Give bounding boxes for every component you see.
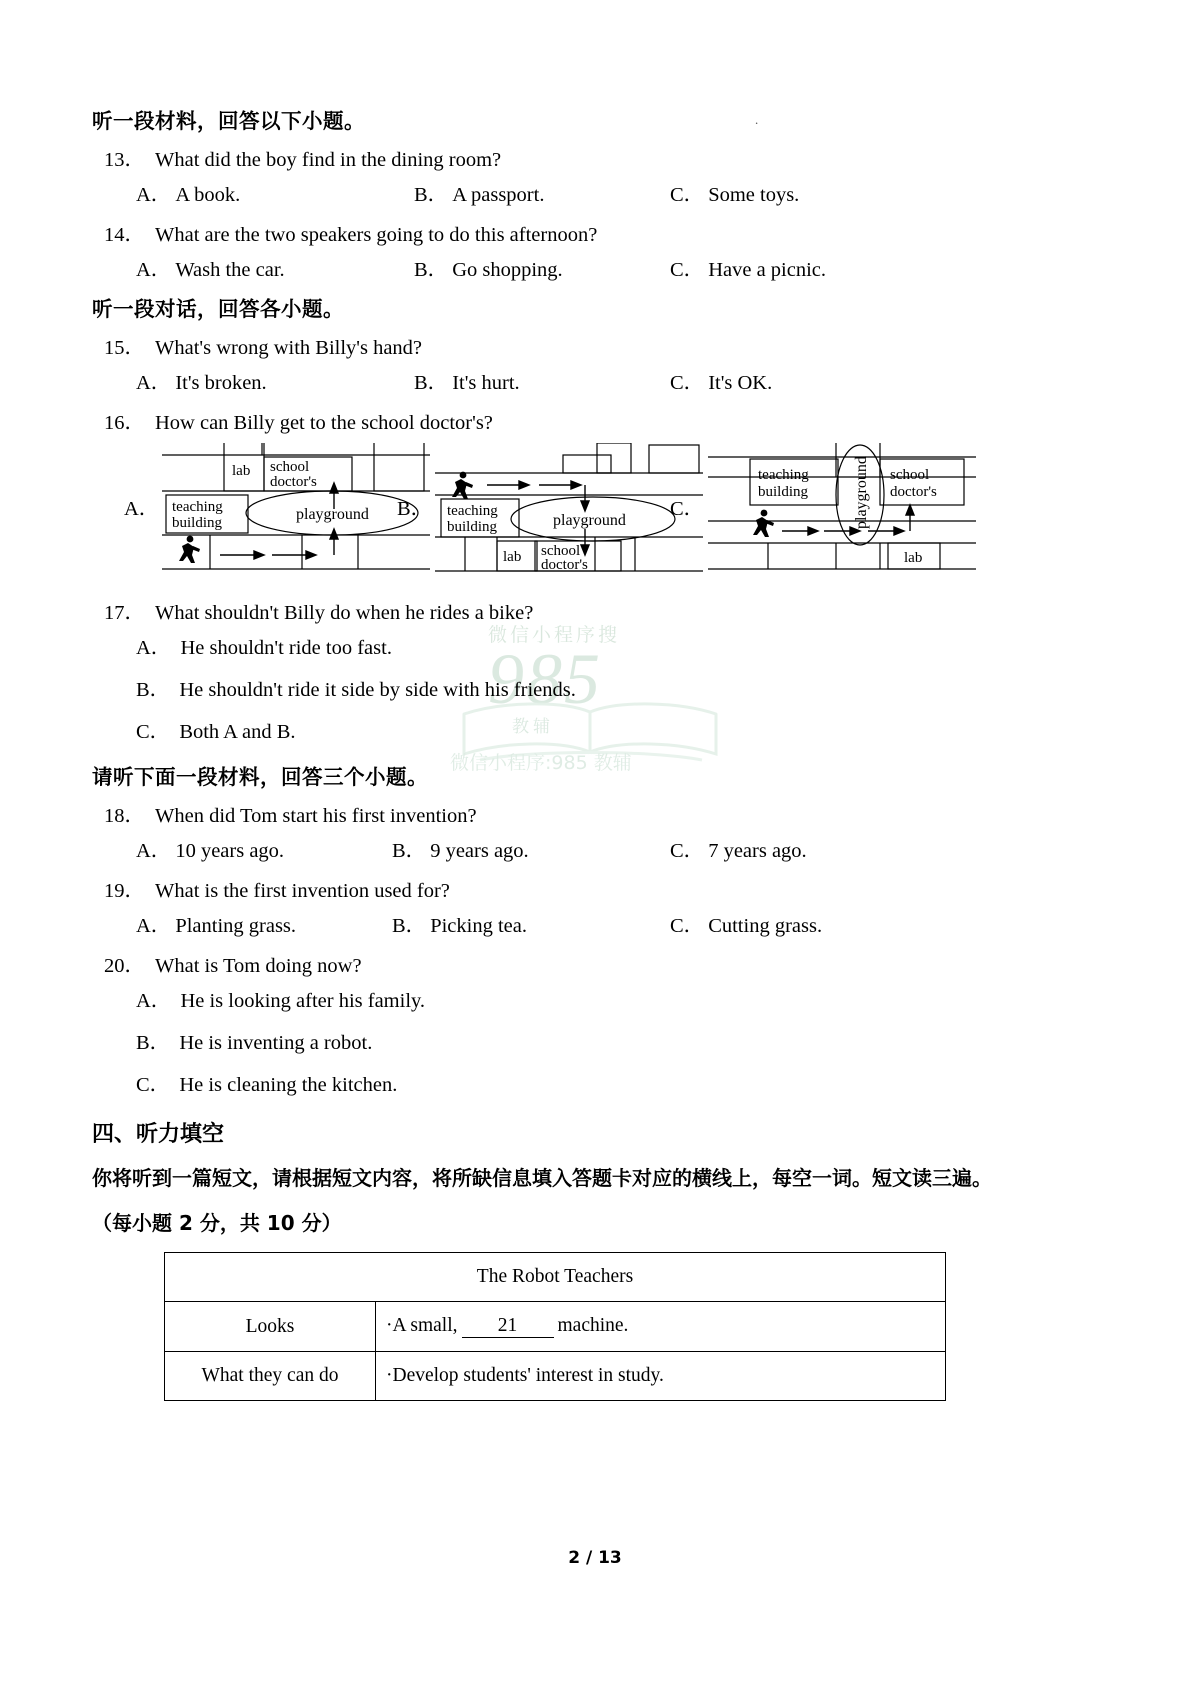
document-content bbox=[92, 104, 1102, 1401]
question-14 bbox=[92, 217, 1102, 247]
option-letter: B． bbox=[392, 915, 427, 937]
table-row bbox=[165, 1352, 946, 1401]
table-title-cell: The Robot Teachers bbox=[165, 1253, 946, 1302]
question-20-number: 20． bbox=[104, 955, 145, 977]
question-15 bbox=[92, 330, 1102, 360]
option-text: Picking tea. bbox=[430, 915, 527, 937]
svg-text:playground: playground bbox=[853, 456, 870, 529]
svg-text:doctor's: doctor's bbox=[541, 557, 588, 573]
question-20-option-b[interactable] bbox=[92, 1025, 1102, 1055]
svg-text:school: school bbox=[270, 459, 310, 475]
table-row-title bbox=[165, 1253, 946, 1302]
svg-text:teaching: teaching bbox=[758, 467, 809, 483]
question-18-option-a[interactable] bbox=[136, 833, 284, 863]
watermark-bottom-line: 微信小程序:985 教辅 bbox=[450, 752, 632, 774]
svg-text:lab: lab bbox=[232, 463, 251, 479]
option-letter: B． bbox=[414, 259, 449, 281]
option-text: Some toys. bbox=[708, 184, 800, 206]
question-14-option-b[interactable] bbox=[414, 252, 563, 282]
table-value-what-they-can-do: ·Develop students' interest in study. bbox=[376, 1352, 946, 1401]
svg-text:teaching: teaching bbox=[447, 503, 498, 519]
question-15-number: 15． bbox=[104, 337, 145, 359]
option-letter: A． bbox=[136, 259, 172, 281]
question-13-option-c[interactable] bbox=[670, 177, 799, 207]
svg-text:building: building bbox=[447, 519, 498, 535]
listening-fill-title: 四、听力填空 bbox=[92, 1122, 225, 1147]
question-16-map-options bbox=[92, 443, 1102, 583]
question-13-option-b[interactable] bbox=[414, 177, 544, 207]
question-13-text: What did the boy find in the dining room? bbox=[155, 149, 502, 171]
question-15-option-a[interactable] bbox=[136, 365, 267, 395]
option-text: He shouldn't ride it side by side with his friends. bbox=[179, 679, 576, 701]
option-text: Go shopping. bbox=[452, 259, 563, 281]
question-18-option-c[interactable] bbox=[670, 833, 807, 863]
question-19-options bbox=[92, 908, 1102, 948]
question-15-text: What's wrong with Billy's hand? bbox=[155, 337, 423, 359]
question-19-text: What is the first invention used for? bbox=[155, 880, 450, 902]
option-letter: A． bbox=[136, 990, 172, 1012]
option-letter: B． bbox=[414, 372, 449, 394]
watermark-number: 985 bbox=[488, 639, 602, 719]
question-13 bbox=[92, 142, 1102, 172]
option-text: 7 years ago. bbox=[708, 840, 807, 862]
question-17-text: What shouldn't Billy do when he rides a bike? bbox=[155, 602, 534, 624]
question-18 bbox=[92, 798, 1102, 828]
listening-fill-instruction: 你将听到一篇短文，请根据短文内容，将所缺信息填入答题卡对应的横线上，每空一词。短文读三遍。 bbox=[92, 1166, 992, 1190]
question-14-option-c[interactable] bbox=[670, 252, 826, 282]
table-value-looks bbox=[376, 1302, 946, 1352]
svg-text:building: building bbox=[758, 484, 809, 500]
option-text: Planting grass. bbox=[175, 915, 297, 937]
table-key-what-they-can-do: What they can do bbox=[165, 1352, 376, 1401]
option-text: He is inventing a robot. bbox=[179, 1032, 373, 1054]
option-text: Have a picnic. bbox=[708, 259, 827, 281]
svg-text:building: building bbox=[172, 515, 223, 531]
question-17-option-b[interactable] bbox=[92, 672, 1102, 702]
question-16-number: 16． bbox=[104, 412, 145, 434]
question-19-option-b[interactable] bbox=[392, 908, 527, 938]
option-text: A passport. bbox=[452, 184, 545, 206]
option-text: Cutting grass. bbox=[708, 915, 823, 937]
option-text: 10 years ago. bbox=[175, 840, 285, 862]
svg-text:teaching: teaching bbox=[172, 499, 223, 515]
option-text: A book. bbox=[175, 184, 241, 206]
question-17-number: 17． bbox=[104, 602, 145, 624]
question-14-text: What are the two speakers going to do this afternoon? bbox=[155, 224, 598, 246]
question-17-option-c[interactable] bbox=[92, 714, 1102, 744]
option-letter: B． bbox=[414, 184, 449, 206]
option-letter: C． bbox=[670, 184, 705, 206]
map-option-c[interactable] bbox=[670, 443, 970, 573]
option-text: He is cleaning the kitchen. bbox=[179, 1074, 398, 1096]
listening-fill-score-note: （每小题 2 分，共 10 分） bbox=[92, 1211, 342, 1235]
svg-text:playground: playground bbox=[553, 512, 626, 529]
question-16 bbox=[92, 405, 1102, 435]
map-option-b-diagram bbox=[435, 443, 703, 573]
svg-text:doctor's: doctor's bbox=[270, 474, 317, 490]
question-13-options bbox=[92, 177, 1102, 217]
table-key-looks: Looks bbox=[165, 1302, 376, 1352]
question-18-options bbox=[92, 833, 1102, 873]
option-text: It's broken. bbox=[175, 372, 267, 394]
watermark-sub-text: 教辅 bbox=[512, 717, 554, 737]
option-letter: C． bbox=[670, 840, 705, 862]
option-text: He is looking after his family. bbox=[180, 990, 426, 1012]
option-letter: B． bbox=[136, 679, 171, 701]
page-artifact-dot: . bbox=[755, 112, 759, 127]
map-option-c-diagram bbox=[708, 443, 976, 573]
option-text: He shouldn't ride too fast. bbox=[180, 637, 392, 659]
question-14-number: 14． bbox=[104, 224, 145, 246]
question-19 bbox=[92, 873, 1102, 903]
question-18-text: When did Tom start his first invention? bbox=[155, 805, 477, 827]
svg-text:lab: lab bbox=[503, 549, 522, 565]
map-option-c-letter: C． bbox=[670, 498, 705, 520]
option-letter: A． bbox=[136, 637, 172, 659]
option-letter: C． bbox=[670, 259, 705, 281]
watermark-top-text: 微信小程序搜 bbox=[488, 624, 621, 646]
section-heading-2: 听一段对话，回答各小题。 bbox=[92, 297, 344, 321]
map-option-a-letter: A． bbox=[124, 498, 160, 520]
map-option-a[interactable] bbox=[124, 443, 424, 573]
question-13-number: 13． bbox=[104, 149, 145, 171]
question-14-option-a[interactable] bbox=[136, 252, 285, 282]
option-text: 9 years ago. bbox=[430, 840, 529, 862]
section-heading-1: 听一段材料，回答以下小题。 bbox=[92, 109, 365, 133]
map-option-b[interactable] bbox=[397, 443, 697, 573]
value-text-after: machine. bbox=[557, 1315, 629, 1336]
question-20-option-c[interactable] bbox=[92, 1067, 1102, 1097]
option-letter: C． bbox=[136, 1074, 171, 1096]
page-footer: 2 / 13 bbox=[568, 1548, 622, 1568]
question-13-option-a[interactable] bbox=[136, 177, 240, 207]
question-19-option-c[interactable] bbox=[670, 908, 822, 938]
option-text: It's hurt. bbox=[452, 372, 520, 394]
svg-text:lab: lab bbox=[904, 550, 923, 566]
svg-text:school: school bbox=[541, 543, 581, 559]
question-20 bbox=[92, 948, 1102, 978]
svg-text:school: school bbox=[890, 467, 930, 483]
option-letter: C． bbox=[670, 372, 705, 394]
map-option-a-diagram bbox=[162, 443, 430, 573]
svg-text:doctor's: doctor's bbox=[890, 484, 937, 500]
question-15-options bbox=[92, 365, 1102, 405]
robot-teachers-table bbox=[164, 1252, 946, 1401]
svg-text:playground: playground bbox=[296, 506, 369, 523]
value-text-before: ·A small, bbox=[386, 1315, 458, 1336]
runner-icon bbox=[753, 510, 774, 537]
option-text: Both A and B. bbox=[179, 721, 296, 743]
option-letter: C． bbox=[136, 721, 171, 743]
runner-icon bbox=[179, 536, 200, 563]
map-option-b-letter: B． bbox=[397, 498, 432, 520]
question-16-text: How can Billy get to the school doctor's? bbox=[155, 412, 493, 434]
option-letter: C． bbox=[670, 915, 705, 937]
option-letter: A． bbox=[136, 840, 172, 862]
question-15-option-c[interactable] bbox=[670, 365, 772, 395]
question-18-option-b[interactable] bbox=[392, 833, 529, 863]
question-17-option-a[interactable] bbox=[92, 630, 1102, 660]
option-letter: B． bbox=[392, 840, 427, 862]
option-letter: A． bbox=[136, 915, 172, 937]
question-20-text: What is Tom doing now? bbox=[155, 955, 362, 977]
answer-blank-21[interactable]: 21 bbox=[462, 1315, 554, 1338]
option-letter: A． bbox=[136, 184, 172, 206]
question-17 bbox=[92, 595, 1102, 625]
option-text: It's OK. bbox=[708, 372, 773, 394]
table-row bbox=[165, 1302, 946, 1352]
question-20-option-a[interactable] bbox=[92, 983, 1102, 1013]
option-letter: B． bbox=[136, 1032, 171, 1054]
question-15-option-b[interactable] bbox=[414, 365, 520, 395]
robot-teachers-table-wrap bbox=[164, 1252, 946, 1401]
question-19-number: 19． bbox=[104, 880, 145, 902]
option-letter: A． bbox=[136, 372, 172, 394]
section-heading-3: 请听下面一段材料，回答三个小题。 bbox=[92, 765, 428, 789]
question-18-number: 18． bbox=[104, 805, 145, 827]
question-14-options bbox=[92, 252, 1102, 292]
question-19-option-a[interactable] bbox=[136, 908, 296, 938]
option-text: Wash the car. bbox=[175, 259, 285, 281]
